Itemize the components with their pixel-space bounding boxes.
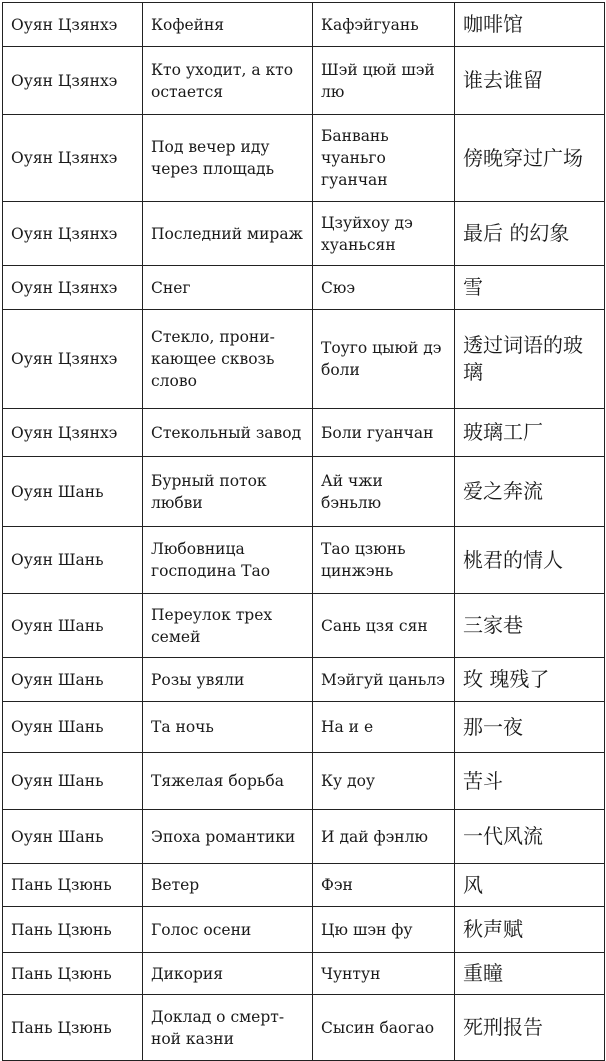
author-cell: Пань Цзюнь bbox=[3, 953, 143, 995]
russian-title-cell: Доклад о смертной казни bbox=[143, 995, 313, 1061]
table-row bbox=[3, 702, 605, 753]
chinese-title-cell: 爱之奔流 bbox=[455, 457, 605, 527]
russian-title-cell: Голос осени bbox=[143, 907, 313, 953]
transliteration-cell: Сань цзя сян bbox=[313, 594, 455, 658]
chinese-title-cell: 风 bbox=[455, 864, 605, 907]
transliteration-cell: Тао цзюнь цинжэнь bbox=[313, 527, 455, 594]
titles-table bbox=[2, 2, 605, 1061]
table-row bbox=[3, 864, 605, 907]
chinese-title-cell: 一代风流 bbox=[455, 810, 605, 864]
table-row bbox=[3, 310, 605, 409]
chinese-title-cell: 咖啡馆 bbox=[455, 3, 605, 47]
chinese-title-cell: 玫 瑰残了 bbox=[455, 658, 605, 702]
russian-title-cell: Дикория bbox=[143, 953, 313, 995]
chinese-title-cell: 桃君的情人 bbox=[455, 527, 605, 594]
author-cell: Оуян Шань bbox=[3, 702, 143, 753]
table-row bbox=[3, 907, 605, 953]
russian-title-cell: Кофейня bbox=[143, 3, 313, 47]
table-row bbox=[3, 47, 605, 115]
table-row bbox=[3, 3, 605, 47]
transliteration-cell: Чунтун bbox=[313, 953, 455, 995]
chinese-title-cell: 死刑报告 bbox=[455, 995, 605, 1061]
transliteration-cell: Мэйгуй цаньлэ bbox=[313, 658, 455, 702]
table-row bbox=[3, 202, 605, 266]
transliteration-cell: Сысин баогао bbox=[313, 995, 455, 1061]
transliteration-cell: Боли гуанчан bbox=[313, 409, 455, 457]
russian-title-cell: Бурный поток любви bbox=[143, 457, 313, 527]
russian-title-cell: Последний мираж bbox=[143, 202, 313, 266]
chinese-title-cell: 透过词语的玻璃 bbox=[455, 310, 605, 409]
table-row bbox=[3, 115, 605, 202]
russian-title-cell: Под вечер иду через площадь bbox=[143, 115, 313, 202]
table-row bbox=[3, 953, 605, 995]
author-cell: Пань Цзюнь bbox=[3, 995, 143, 1061]
russian-title-cell: Снег bbox=[143, 266, 313, 310]
table-row bbox=[3, 409, 605, 457]
author-cell: Оуян Шань bbox=[3, 527, 143, 594]
transliteration-cell: Сюэ bbox=[313, 266, 455, 310]
transliteration-cell: Цзуйхоу дэ хуаньсян bbox=[313, 202, 455, 266]
russian-title-cell: Кто уходит, а кто остается bbox=[143, 47, 313, 115]
chinese-title-cell: 玻璃工厂 bbox=[455, 409, 605, 457]
russian-title-cell: Розы увяли bbox=[143, 658, 313, 702]
author-cell: Пань Цзюнь bbox=[3, 907, 143, 953]
author-cell: Оуян Шань bbox=[3, 658, 143, 702]
transliteration-cell: И дай фэнлю bbox=[313, 810, 455, 864]
russian-title-cell: Та ночь bbox=[143, 702, 313, 753]
author-cell: Оуян Цзянхэ bbox=[3, 266, 143, 310]
author-cell: Оуян Шань bbox=[3, 594, 143, 658]
chinese-title-cell: 那一夜 bbox=[455, 702, 605, 753]
chinese-title-cell: 秋声赋 bbox=[455, 907, 605, 953]
chinese-title-cell: 傍晚穿过广场 bbox=[455, 115, 605, 202]
table-row bbox=[3, 266, 605, 310]
author-cell: Оуян Цзянхэ bbox=[3, 47, 143, 115]
transliteration-cell: На и е bbox=[313, 702, 455, 753]
author-cell: Оуян Цзянхэ bbox=[3, 3, 143, 47]
table-row bbox=[3, 594, 605, 658]
titles-table-body bbox=[3, 3, 605, 1061]
author-cell: Оуян Шань bbox=[3, 753, 143, 810]
table-row bbox=[3, 995, 605, 1061]
chinese-title-cell: 谁去谁留 bbox=[455, 47, 605, 115]
russian-title-cell: Ветер bbox=[143, 864, 313, 907]
transliteration-cell: Фэн bbox=[313, 864, 455, 907]
chinese-title-cell: 重瞳 bbox=[455, 953, 605, 995]
transliteration-cell: Кафэйгуань bbox=[313, 3, 455, 47]
chinese-title-cell: 雪 bbox=[455, 266, 605, 310]
transliteration-cell: Шэй цюй шэй лю bbox=[313, 47, 455, 115]
transliteration-cell: Ай чжи бэньлю bbox=[313, 457, 455, 527]
author-cell: Оуян Цзянхэ bbox=[3, 115, 143, 202]
russian-title-cell: Тяжелая борьба bbox=[143, 753, 313, 810]
author-cell: Оуян Шань bbox=[3, 457, 143, 527]
russian-title-cell: Стекольный завод bbox=[143, 409, 313, 457]
table-row bbox=[3, 457, 605, 527]
transliteration-cell: Цю шэн фу bbox=[313, 907, 455, 953]
table-row bbox=[3, 527, 605, 594]
author-cell: Оуян Цзянхэ bbox=[3, 202, 143, 266]
transliteration-cell: Ку доу bbox=[313, 753, 455, 810]
transliteration-cell: Банвань чуаньго гуанчан bbox=[313, 115, 455, 202]
russian-title-cell: Любовница господина Тао bbox=[143, 527, 313, 594]
russian-title-cell: Стекло, проникающее сквозь слово bbox=[143, 310, 313, 409]
author-cell: Пань Цзюнь bbox=[3, 864, 143, 907]
transliteration-cell: Тоуго цыюй дэ боли bbox=[313, 310, 455, 409]
chinese-title-cell: 最后 的幻象 bbox=[455, 202, 605, 266]
author-cell: Оуян Цзянхэ bbox=[3, 409, 143, 457]
russian-title-cell: Переулок трех семей bbox=[143, 594, 313, 658]
table-row bbox=[3, 658, 605, 702]
author-cell: Оуян Шань bbox=[3, 810, 143, 864]
table-row bbox=[3, 753, 605, 810]
chinese-title-cell: 三家巷 bbox=[455, 594, 605, 658]
russian-title-cell: Эпоха романтики bbox=[143, 810, 313, 864]
chinese-title-cell: 苦斗 bbox=[455, 753, 605, 810]
author-cell: Оуян Цзянхэ bbox=[3, 310, 143, 409]
table-row bbox=[3, 810, 605, 864]
